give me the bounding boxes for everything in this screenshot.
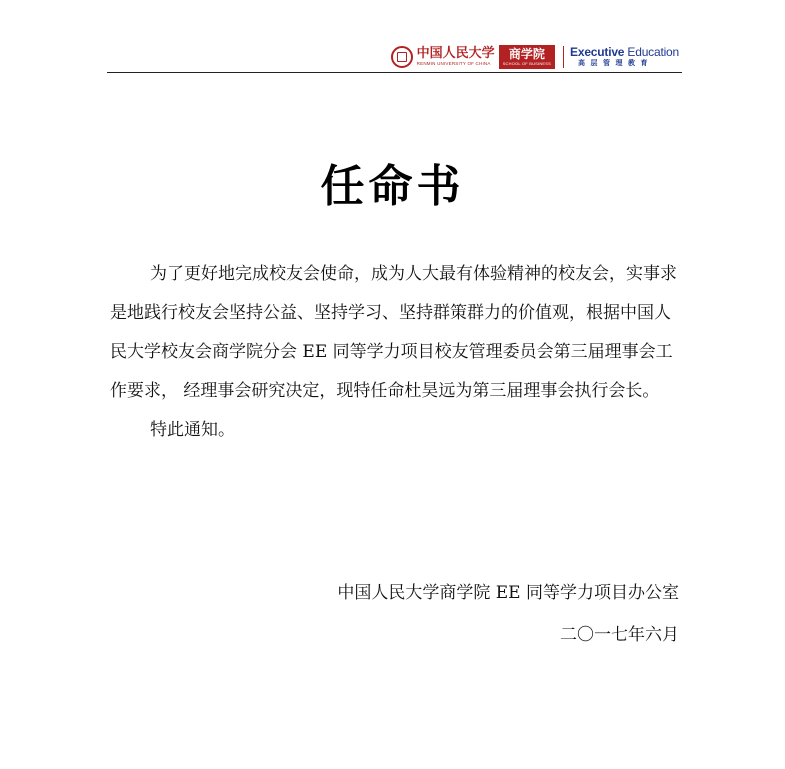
document-title: 任命书 (320, 161, 465, 212)
body-paragraph-notice: 特此通知。 (150, 420, 235, 440)
university-name-en: RENMIN UNIVERSITY OF CHINA (416, 61, 491, 66)
signature-date: 二〇一七年六月 (560, 625, 679, 645)
ee-en-bold: Executive (570, 45, 625, 59)
executive-education-en (570, 46, 679, 59)
logo-divider (563, 46, 564, 68)
executive-education-logo (570, 46, 679, 68)
header-rule (107, 72, 682, 73)
university-name (417, 47, 495, 67)
school-of-business-logo (499, 45, 555, 69)
university-name-cn: 中国人民大学 (416, 46, 495, 61)
ee-en-light: Education (624, 45, 679, 59)
letterhead (0, 0, 785, 75)
logo-group (391, 44, 679, 70)
school-name-en: SCHOOL OF BUSINESS (502, 61, 552, 66)
signature-organization: 中国人民大学商学院 EE 同等学力项目办公室 (337, 583, 679, 603)
signature-block (337, 572, 679, 656)
university-seal-icon (391, 46, 413, 68)
body-paragraph-appointment: 为了更好地完成校友会使命，成为人大最有体验精神的校友会，实事求是地践行校友会坚持公益、坚持学习、坚持群策群力的价值观，根据中国人民大学校友会商学院分会 EE 同等学力项目校友管理委员会第三届理事会工作要求， 经理事会研究决定，现特任命杜昊远为第三届理事会执行会长。 (110, 264, 677, 401)
school-name-cn: 商学院 (508, 47, 545, 61)
document-body (110, 255, 685, 450)
executive-education-cn: 高层管理教育 (578, 59, 654, 67)
